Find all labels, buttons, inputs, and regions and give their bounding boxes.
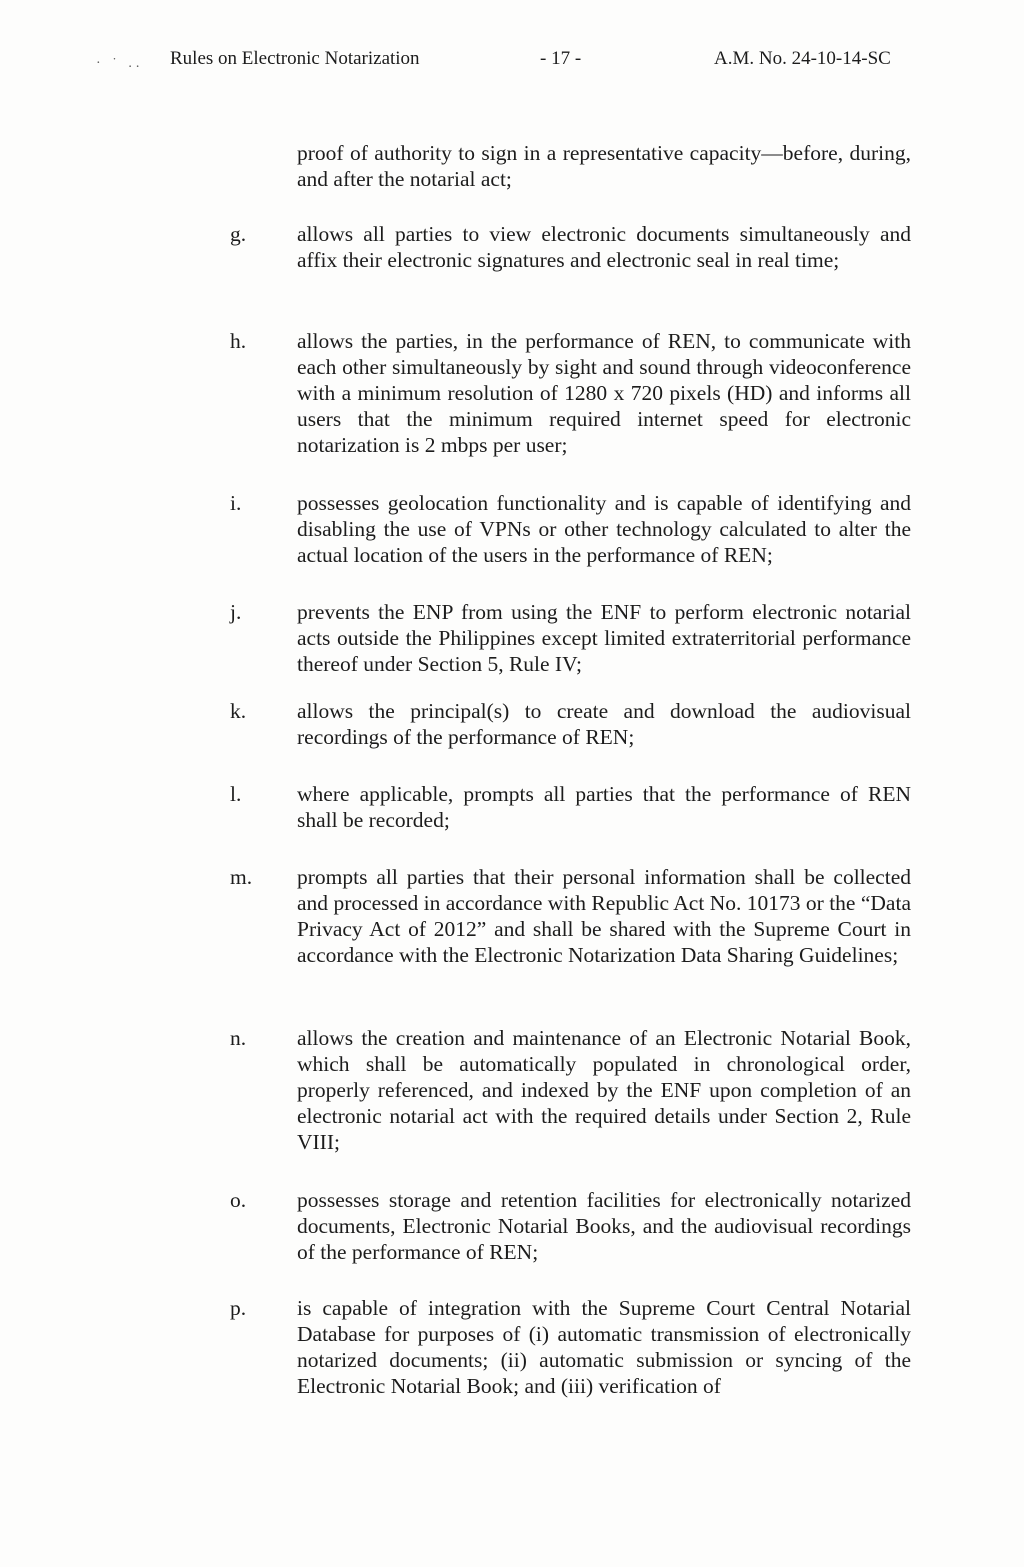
- item-text-n: allows the creation and maintenance of an Electronic Notarial Book, which shall be automatically populated in chronological order, properly referenced, and indexed by the ENF upon completion of an electronic notarial act with the required details under Section 2, Rule VIII;: [297, 1026, 911, 1154]
- item-label-i: i.: [230, 491, 242, 515]
- item-text-i: possesses geolocation functionality and is capable of identifying and disabling the use of VPNs or other technology calculated to alter the actual location of the users in the performance of REN;: [297, 491, 911, 567]
- item-label-k: k.: [230, 699, 247, 723]
- item-label-m: m.: [230, 865, 253, 889]
- item-text-o: possesses storage and retention facilities for electronically notarized documents, Electronic Notarial Books, and the audiovisual recordings of the performance of REN;: [297, 1188, 911, 1264]
- case-number: A.M. No. 24-10-14-SC: [714, 48, 891, 69]
- item-label-j: j.: [230, 600, 242, 624]
- item-text-p: is capable of integration with the Supreme Court Central Notarial Database for purposes of (i) automatic transmission of electronically notarized documents; (ii) automatic submission or syncing of the Electronic Notarial Book; and (iii) verification of: [297, 1296, 911, 1398]
- scan-specks: · ˙ ..: [96, 56, 144, 71]
- item-label-h: h.: [230, 329, 247, 353]
- intro-paragraph: proof of authority to sign in a representative capacity—before, during, and after the notarial act;: [297, 141, 911, 191]
- item-text-k: allows the principal(s) to create and download the audiovisual recordings of the performance of REN;: [297, 699, 911, 749]
- item-text-l: where applicable, prompts all parties that the performance of REN shall be recorded;: [297, 782, 911, 832]
- page-header: [0, 48, 1024, 72]
- header-title: Rules on Electronic Notarization: [170, 48, 420, 69]
- item-label-p: p.: [230, 1296, 247, 1320]
- item-label-g: g.: [230, 222, 247, 246]
- page-number: - 17 -: [540, 48, 582, 69]
- item-text-h: allows the parties, in the performance of REN, to communicate with each other simultaneously by sight and sound through videoconference with a minimum resolution of 1280 x 720 pixels (HD) and informs all users that the minimum required internet speed for electronic notarization is 2 mbps per user;: [297, 329, 911, 457]
- item-text-g: allows all parties to view electronic documents simultaneously and affix their electronic signatures and electronic seal in real time;: [297, 222, 911, 272]
- item-text-m: prompts all parties that their personal information shall be collected and processed in accordance with Republic Act No. 10173 or the “Data Privacy Act of 2012” and shall be shared with the Supreme Court in accordance with the Electronic Notarization Data Sharing Guidelines;: [297, 865, 911, 967]
- item-label-n: n.: [230, 1026, 247, 1050]
- item-label-o: o.: [230, 1188, 247, 1212]
- item-text-j: prevents the ENP from using the ENF to perform electronic notarial acts outside the Philippines except limited extraterritorial performance thereof under Section 5, Rule IV;: [297, 600, 911, 676]
- item-label-l: l.: [230, 782, 242, 806]
